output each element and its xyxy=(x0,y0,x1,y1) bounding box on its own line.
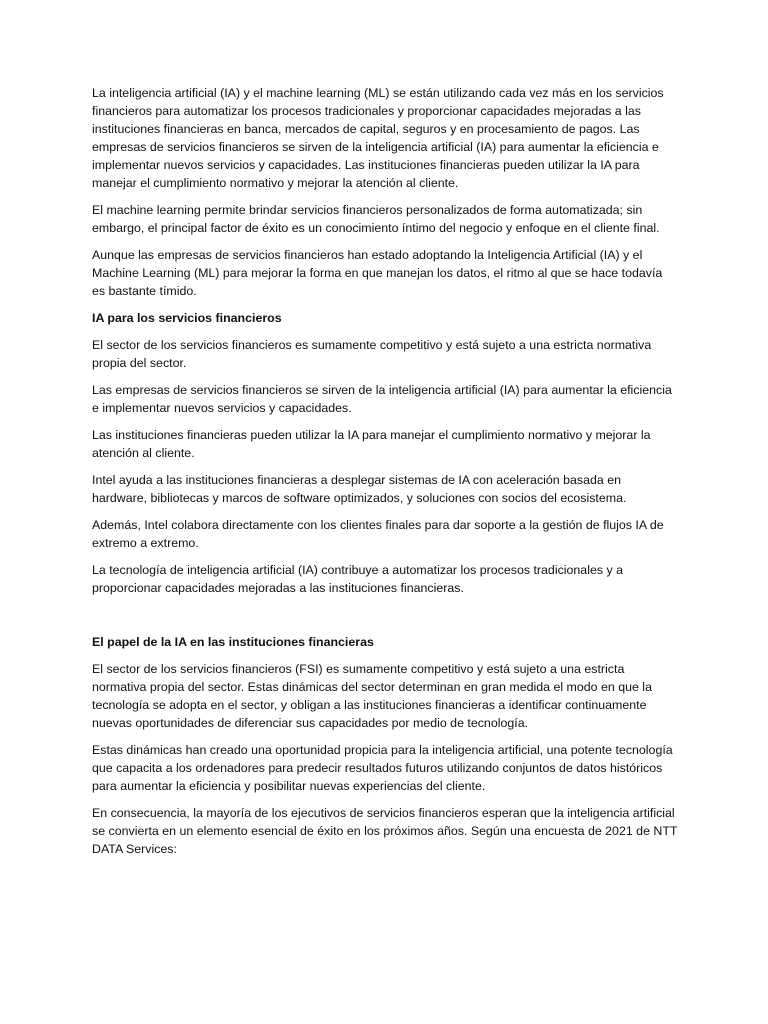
section2-paragraph-2: Estas dinámicas han creado una oportunidad propicia para la inteligencia artificial, una potente tecnología que capacita a los ordenadores para predecir resultados futuros utilizando conjuntos de datos históricos para aumentar la eficiencia y posibilitar nuevas experiencias del cliente. xyxy=(92,743,673,793)
section-heading-ia-servicios: IA para los servicios financieros xyxy=(92,311,282,325)
section2-paragraph-3: En consecuencia, la mayoría de los ejecutivos de servicios financieros esperan que la inteligencia artificial se convierta en un elemento esencial de éxito en los próximos años. Según una encuesta de 2021 de NTT DATA Services: xyxy=(92,806,678,856)
section1-paragraph-1: El sector de los servicios financieros es sumamente competitivo y está sujeto a una estricta normativa propia del sector. xyxy=(92,338,652,370)
document-page xyxy=(92,84,678,867)
section1-paragraph-5: Además, Intel colabora directamente con los clientes finales para dar soporte a la gestión de flujos IA de extremo a extremo. xyxy=(92,518,664,550)
section1-paragraph-2: Las empresas de servicios financieros se sirven de la inteligencia artificial (IA) para aumentar la eficiencia e implementar nuevos servicios y capacidades. xyxy=(92,383,672,415)
section1-paragraph-4: Intel ayuda a las instituciones financieras a desplegar sistemas de IA con aceleración basada en hardware, bibliotecas y marcos de software optimizados, y soluciones con socios del ecosistema. xyxy=(92,473,627,505)
section1-paragraph-6: La tecnología de inteligencia artificial (IA) contribuye a automatizar los procesos tradicionales y a proporcionar capacidades mejoradas a las instituciones financieras. xyxy=(92,563,624,595)
section1-paragraph-3: Las instituciones financieras pueden utilizar la IA para manejar el cumplimiento normativo y mejorar la atención al cliente. xyxy=(92,428,651,460)
section2-paragraph-1: El sector de los servicios financieros (FSI) es sumamente competitivo y está sujeto a una estricta normativa propia del sector. Estas dinámicas del sector determinan en gran medida el modo en que la tecnología se adopta en el sector, y obligan a las instituciones financieras a identificar continuamente nuevas oportunidades de diferenciar sus capacidades por medio de tecnología. xyxy=(92,662,652,730)
intro-paragraph-3: Aunque las empresas de servicios financieros han estado adoptando la Inteligencia Artificial (IA) y el Machine Learning (ML) para mejorar la forma en que manejan los datos, el ritmo al que se hace todavía es bastante tímido. xyxy=(92,248,663,298)
intro-paragraph-1: La inteligencia artificial (IA) y el machine learning (ML) se están utilizando cada vez más en los servicios financieros para automatizar los procesos tradicionales y proporcionar capacidades mejoradas a las instituciones financieras en banca, mercados de capital, seguros y en procesamiento de pagos. Las empresas de servicios financieros se sirven de la inteligencia artificial (IA) para aumentar la eficiencia e implementar nuevos servicios y capacidades. Las instituciones financieras pueden utilizar la IA para manejar el cumplimiento normativo y mejorar la atención al cliente. xyxy=(92,86,664,190)
intro-paragraph-2: El machine learning permite brindar servicios financieros personalizados de forma automatizada; sin embargo, el principal factor de éxito es un conocimiento íntimo del negocio y enfoque en el cliente final. xyxy=(92,203,660,235)
section-heading-papel-ia: El papel de la IA en las instituciones financieras xyxy=(92,635,374,649)
section-spacer xyxy=(92,606,678,633)
